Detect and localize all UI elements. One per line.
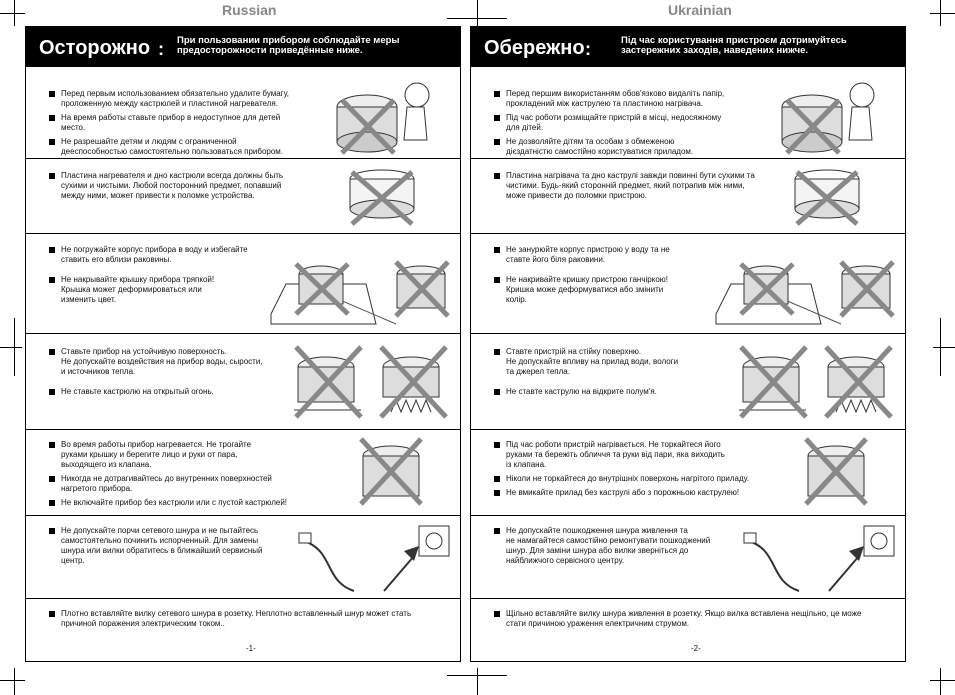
crop-mark (940, 0, 941, 26)
crop-mark (930, 13, 955, 14)
list-item: Не накрывайте крышку прибора тряпкой! Крышка может деформироваться или изменить цвет. (49, 275, 248, 305)
section-3 (471, 234, 905, 334)
damaged-cord-icon (294, 521, 454, 595)
sink-cooker-icon (266, 244, 456, 329)
subtitle-line: предосторожности приведённые ниже. (177, 45, 363, 56)
list-item: Пластина нагрівача та дно каструлі завжди повинні бути сухими та чистими. Будь-який сторонній предмет, який потрапив між ними, може привести до поломки пристрою. (494, 171, 755, 201)
page-number: -2- (691, 644, 701, 653)
list-item: Не накривайте кришку пристрою ганчіркою! Кришка може деформуватися або змінити колір. (494, 275, 670, 305)
crop-mark (14, 0, 15, 26)
list-item: Не допускайте пошкодження шнура живлення та не намагайтеся самостійно ремонтувати пошкоджений шнур. Для заміни шнура або вилки зверніться до найближчого сервісного центру. (494, 526, 710, 566)
caution-title: Осторожно (39, 37, 151, 59)
list-item: Никогда не дотрагивайтесь до внутренних поверхностей нагретого прибора. (49, 474, 287, 494)
gas-flame-icon (731, 342, 903, 424)
section-7 (26, 599, 460, 639)
list-item: Не погружайте корпус прибора в воду и избегайте ставить его вблизи раковины. (49, 245, 248, 265)
sink-cooker-icon (711, 244, 901, 329)
language-label-right: Ukrainian (668, 2, 732, 18)
crop-mark (477, 668, 478, 695)
tilted-cooker-icon (286, 342, 458, 424)
section-2 (471, 159, 905, 234)
section-1 (26, 67, 460, 159)
section-4 (471, 334, 905, 430)
page-russian (25, 26, 461, 662)
pot-heater-icon (344, 164, 424, 230)
cooker-with-child-icon (777, 75, 887, 157)
section-4 (26, 334, 460, 430)
crop-mark (940, 668, 941, 695)
list-item: Ставьте прибор на устойчивую поверхность. Не допускайте воздействия на прибор воды, сырости, и источников тепла. (49, 347, 263, 377)
list-item: На время работы ставьте прибор в недоступное для детей место. (49, 113, 289, 133)
section-6 (471, 516, 905, 599)
subtitle-line: застережних заходів, наведених нижче. (621, 45, 809, 56)
list-item: Не вмикайте прилад без каструлі або з порожньою каструлею! (494, 488, 749, 498)
section-5 (471, 430, 905, 516)
subtitle-line: Під час користування пристроєм дотримуйтесь (621, 35, 847, 46)
crop-mark (477, 0, 478, 26)
caution-subtitle (621, 36, 847, 56)
list-item: Ставте пристрій на стійку поверхню. Не допускайте впливу на прилад води, вологи та джерел тепла. (494, 347, 678, 377)
list-item: Пластина нагревателя и дно кастрюли всегда должны быть сухими и чистыми. Любой посторонний предмет, попавший между ними, может привести к поломке устройства. (49, 171, 283, 201)
list-item: Не ставьте кастрюлю на открытый огонь. (49, 387, 263, 397)
list-item: Під час роботи розміщайте пристрій в місці, недосяжному для дітей. (494, 113, 724, 133)
caution-title: Обережно (484, 37, 585, 59)
caution-header: Обережно : Під час користування пристроєм дотримуйтесь застережних заходів, наведених нижче. (471, 27, 905, 67)
caution-header: Осторожно : При пользовании прибором соблюдайте меры предосторожности приведённые ниже. (26, 27, 460, 67)
section-2 (26, 159, 460, 234)
subtitle-line: При пользовании прибором соблюдайте меры (177, 35, 400, 46)
list-item: Щільно вставляйте вилку шнура живлення в розетку. Якщо вилка вставлена нещільно, це може стати причиною ураження електричним струмом. (494, 609, 861, 629)
caution-subtitle (177, 36, 400, 56)
crop-mark (940, 318, 941, 376)
list-item: Перед першим використанням обов'язково видаліть папір, прокладений між каструлею та пластиною нагрівача. (494, 89, 724, 109)
list-item: Під час роботи пристрій нагрівається. Не торкайтеся його руками та бережіть обличчя та руки від пари, яка виходить із клапана. (494, 440, 749, 470)
section-3 (26, 234, 460, 334)
list-item: Ніколи не торкайтеся до внутрішніх поверхонь нагрітого приладу. (494, 474, 749, 484)
crop-mark (14, 668, 15, 695)
list-item: Не допускайте порчи сетевого шнура и не пытайтесь самостоятельно починить испорченный. Для замены шнура или вилки обратитесь в ближайший сервисный центр. (49, 526, 263, 566)
section-7 (471, 599, 905, 639)
hot-cooker-icon (356, 434, 426, 512)
page-ukrainian (470, 26, 906, 662)
crop-mark (0, 680, 25, 681)
list-item: Во время работы прибор нагревается. Не трогайте руками крышку и берегите лицо и руки от пара, выходящего из клапана. (49, 440, 287, 470)
hot-cooker-icon (801, 434, 871, 512)
list-item: Не занурюйте корпус пристрою у воду та не ставте його біля раковини. (494, 245, 670, 265)
cooker-with-child-icon (332, 75, 442, 157)
list-item: Не включайте прибор без кастрюли или с пустой кастрюлей! (49, 498, 287, 508)
section-5 (26, 430, 460, 516)
language-label-left: Russian (222, 2, 277, 18)
list-item: Перед первым использованием обязательно удалите бумагу, проложенную между кастрюлей и пластиной нагревателя. (49, 89, 289, 109)
crop-mark (14, 318, 15, 376)
section-1 (471, 67, 905, 159)
crop-mark (0, 13, 25, 14)
crop-mark (930, 680, 955, 681)
section-6 (26, 516, 460, 599)
pot-heater-icon (789, 164, 869, 230)
list-item: Не дозволяйте дітям та особам з обмеженою дієздатністю самостійно користуватися приладом. (494, 137, 724, 157)
list-item: Не разрешайте детям и людям с ограниченной дееспособностью самостоятельно пользоваться прибором. (49, 137, 289, 157)
list-item: Плотно вставляйте вилку сетевого шнура в розетку. Неплотно вставленный шнур может стать причиной поражения электрическим током.. (49, 609, 411, 629)
crop-mark (933, 347, 955, 348)
page-number: -1- (246, 644, 256, 653)
crop-mark (0, 347, 22, 348)
list-item: Не ставте каструлю на відкрите полум'я. (494, 387, 678, 397)
plug-socket-icon (739, 521, 899, 595)
